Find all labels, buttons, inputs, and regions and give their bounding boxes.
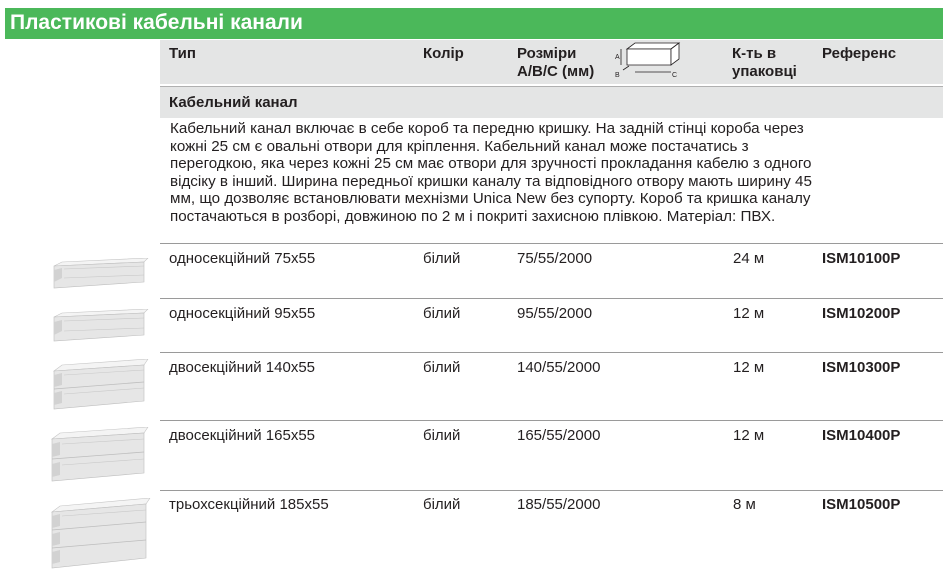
header-dims-line1: Розміри — [517, 45, 577, 62]
row-dims: 140/55/2000 — [517, 359, 601, 376]
row-separator — [160, 352, 943, 353]
description-line: кожні 25 см є овальні отвори для кріплення. Кабельний канал може постачатись з — [170, 137, 749, 155]
description-line: Кабельний канал включає в себе короб та передню кришку. На задній стінці короба через — [170, 120, 804, 137]
description — [170, 120, 940, 225]
cable-channel-1-section-image — [52, 258, 152, 302]
row-type: двосекційний 165х55 — [169, 427, 316, 444]
row-qty: 12 м — [733, 427, 765, 444]
page-title: Пластикові кабельні канали — [10, 11, 303, 34]
description-line: постачаються в розборі, довжиною по 2 м і покриті захисною плівкою. Матеріал: ПВХ. — [170, 207, 776, 225]
row-reference: ISM10400P — [822, 427, 901, 444]
row-separator — [160, 420, 943, 421]
row-dims: 185/55/2000 — [517, 496, 601, 513]
table-header — [160, 40, 943, 84]
row-color: білий — [423, 427, 461, 444]
row-type: двосекційний 140х55 — [169, 359, 316, 376]
row-separator — [160, 243, 943, 244]
header-qty-line2: упаковці — [732, 63, 797, 80]
header-dims-line2: A/B/C (мм) — [517, 63, 595, 80]
row-color: білий — [423, 305, 461, 322]
header-type: Тип — [169, 45, 196, 62]
row-color: білий — [423, 359, 461, 376]
description-line: відсіку в інший. Ширина передньої кришки каналу та відповідного отвору мають ширину 45 — [170, 172, 812, 190]
title-bar — [5, 8, 943, 42]
row-type: односекційний 95х55 — [169, 305, 316, 322]
row-color: білий — [423, 496, 461, 513]
dim-label-b: B — [615, 72, 620, 79]
row-dims: 165/55/2000 — [517, 427, 601, 444]
section-title: Кабельний канал — [169, 94, 298, 111]
cable-channel-2-section-image — [52, 359, 152, 415]
row-type: односекційний 75х55 — [169, 250, 316, 267]
row-dims: 75/55/2000 — [517, 250, 593, 267]
cable-channel-1-section-image — [52, 309, 152, 349]
dim-label-c: C — [672, 72, 678, 79]
row-qty: 24 м — [733, 250, 765, 267]
description-line: мм, що дозволяє встановлювати мехнізми Unica New без супорту. Короб та кришка каналу — [170, 190, 811, 207]
cable-channel-2-section-image — [50, 427, 152, 487]
row-reference: ISM10300P — [822, 359, 901, 376]
row-qty: 12 м — [733, 305, 765, 322]
row-color: білий — [423, 250, 461, 267]
row-dims: 95/55/2000 — [517, 305, 593, 322]
row-reference: ISM10200P — [822, 305, 901, 322]
header-reference: Референс — [822, 45, 897, 62]
row-qty: 12 м — [733, 359, 765, 376]
description-line: перегодкою, яка через кожні 25 см має отвори для зручності прокладання кабелю з одного — [170, 155, 812, 172]
row-type: трьохсекційний 185х55 — [169, 496, 329, 513]
row-separator — [160, 298, 943, 299]
dimensions-diagram-icon — [609, 39, 689, 79]
dim-label-a: A — [615, 54, 620, 61]
row-qty: 8 м — [733, 496, 756, 513]
row-reference: ISM10500P — [822, 496, 901, 513]
header-qty-line1: К-ть в — [732, 45, 777, 62]
header-color: Колір — [423, 45, 464, 62]
row-reference: ISM10100P — [822, 250, 901, 267]
section-header — [160, 86, 943, 118]
cable-channel-3-section-image — [50, 498, 154, 572]
row-separator — [160, 490, 943, 491]
